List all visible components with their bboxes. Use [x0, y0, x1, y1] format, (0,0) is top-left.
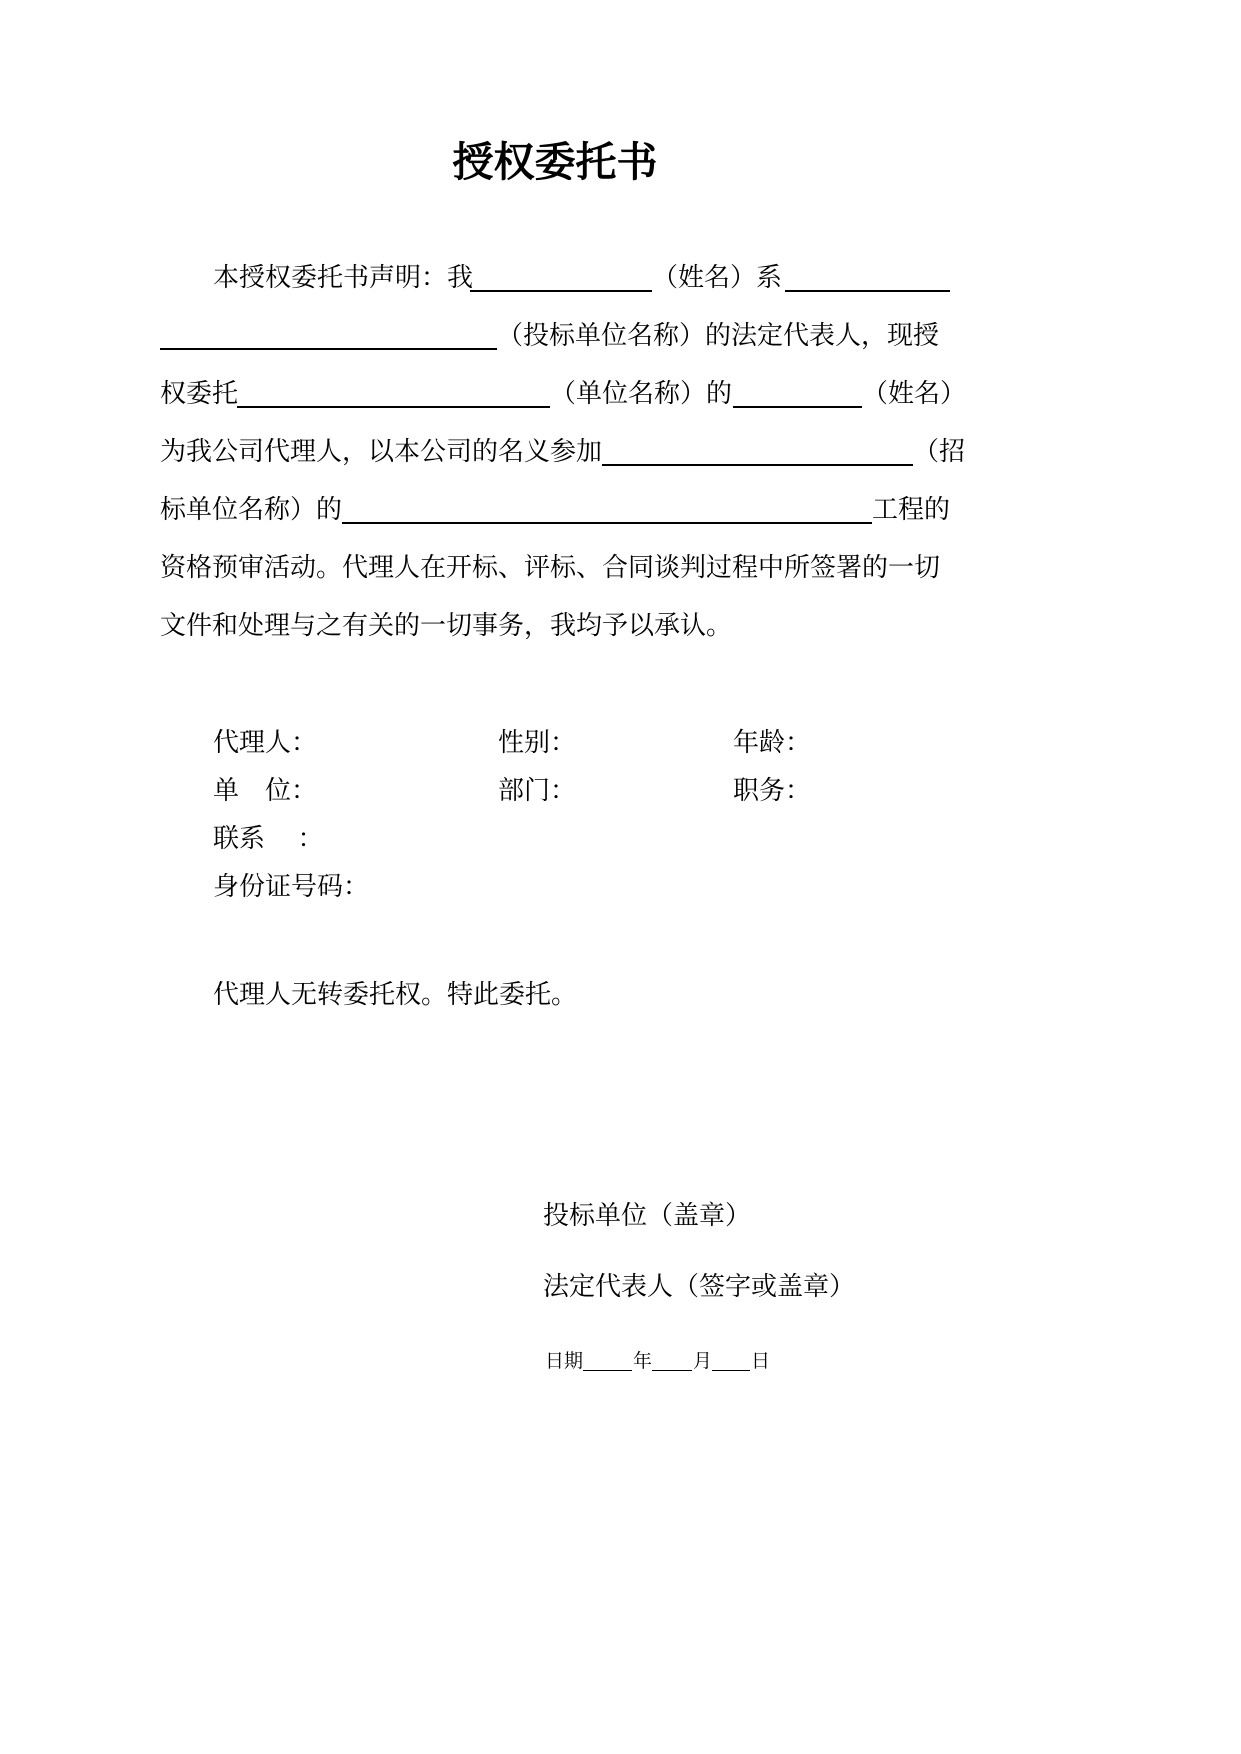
agent-info-row-2 [0, 774, 1241, 808]
document-title: 授权委托书 [452, 139, 658, 185]
gender-label: 性别： [498, 728, 577, 757]
tenderer-name-blank [602, 435, 913, 466]
declaration-text: 为我公司代理人，以本公司的名义参加 [160, 437, 603, 466]
declaration-text: （姓名）系 [652, 263, 783, 292]
closing-line [0, 978, 1241, 1012]
declaration-text: 标单位名称）的 [160, 495, 343, 524]
agent-name-blank [733, 377, 862, 408]
declaration-text: 工程的 [872, 495, 951, 524]
declaration-text: 权委托 [160, 379, 239, 408]
legal-rep-signature-label: 法定代表人（签字或盖章） [543, 1272, 856, 1301]
date-month-blank [652, 1349, 692, 1371]
contact-label: 联系 ： [213, 824, 324, 853]
date-line [0, 1349, 1241, 1375]
date-label: 日期 [545, 1351, 584, 1372]
agent-label: 代理人： [213, 728, 318, 757]
declaration-text: （姓名） [862, 379, 967, 408]
principal-name-blank [470, 261, 652, 292]
declaration-text: 本授权委托书声明：我 [213, 263, 474, 292]
department-label: 部门： [498, 776, 577, 805]
declaration-text: 文件和处理与之有关的一切事务，我均予以承认。 [160, 611, 733, 640]
unit-label: 单 位： [213, 776, 318, 805]
date-day-blank [712, 1349, 750, 1371]
id-number-label: 身份证号码： [213, 872, 370, 901]
closing-statement: 代理人无转委托权。特此委托。 [213, 980, 578, 1009]
age-label: 年龄： [733, 728, 812, 757]
bidder-seal-line [0, 1199, 1241, 1233]
agent-info-row-3 [0, 822, 1241, 856]
bidder-name-blank [160, 319, 497, 350]
agent-info-row-4 [0, 870, 1241, 904]
declaration-line-5 [0, 493, 1241, 527]
project-name-blank [342, 493, 872, 524]
declaration-text: （招 [913, 437, 966, 466]
declaration-line-1 [0, 261, 1241, 295]
date-month-label: 月 [693, 1351, 713, 1372]
declaration-line-6 [0, 551, 1241, 585]
declaration-text: （单位名称）的 [550, 379, 733, 408]
date-year-label: 年 [633, 1351, 653, 1372]
legal-rep-line [0, 1270, 1241, 1304]
declaration-line-7 [0, 609, 1241, 643]
position-label: 职务： [733, 776, 812, 805]
declaration-text: 资格预审活动。代理人在开标、评标、合同谈判过程中所签署的一切 [160, 553, 941, 582]
agent-unit-blank [237, 377, 550, 408]
declaration-text: （投标单位名称）的法定代表人，现授 [497, 321, 940, 350]
bidder-name-blank-start [785, 261, 950, 292]
date-day-label: 日 [751, 1351, 771, 1372]
date-year-blank [583, 1349, 632, 1371]
declaration-line-2 [0, 319, 1241, 353]
declaration-line-3 [0, 377, 1241, 411]
declaration-line-4 [0, 435, 1241, 469]
bidder-seal-label: 投标单位（盖章） [543, 1201, 752, 1230]
agent-info-row-1 [0, 726, 1241, 760]
